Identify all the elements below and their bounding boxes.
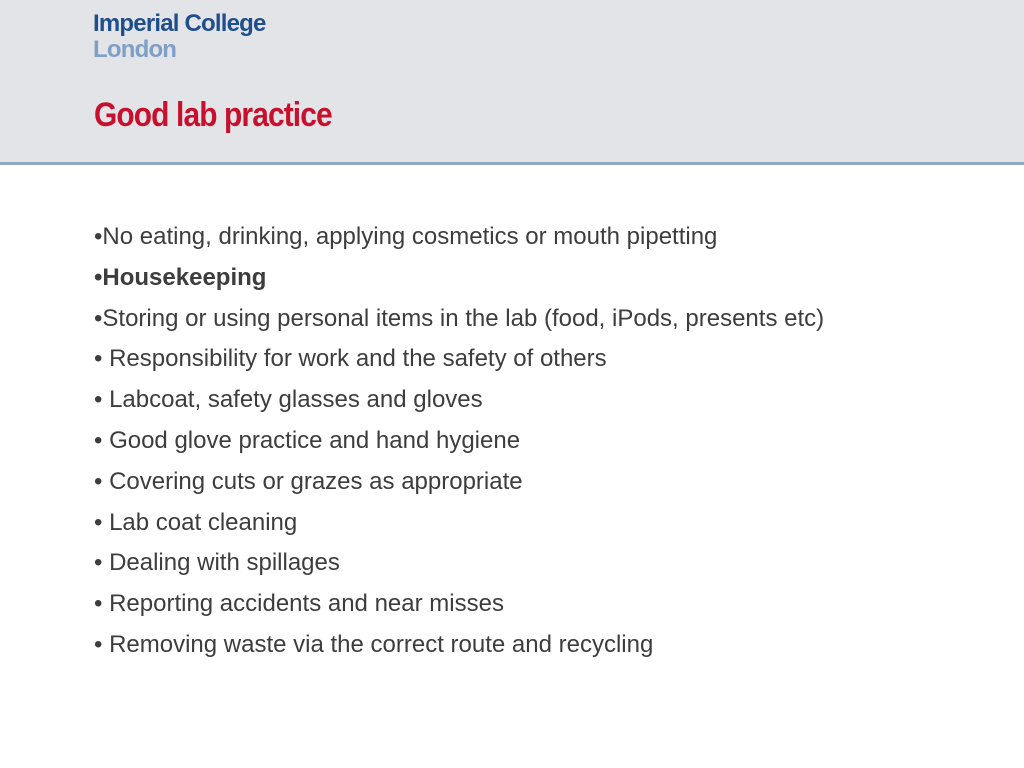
bullet-item: •Housekeeping — [94, 263, 267, 291]
bullet-item: •Storing or using personal items in the lab (food, iPods, presents etc) — [94, 304, 825, 332]
imperial-college-logo — [93, 10, 266, 62]
bullet-item: •No eating, drinking, applying cosmetics or mouth pipetting — [94, 223, 718, 250]
bullet-item: • Covering cuts or grazes as appropriate — [94, 467, 523, 495]
bullet-item: • Removing waste via the correct route and recycling — [94, 630, 654, 658]
logo-line-london: London — [93, 36, 177, 63]
logo-line-imperial-college: Imperial College — [93, 10, 266, 37]
bullet-item: • Responsibility for work and the safety of others — [94, 345, 607, 373]
bullet-item: • Good glove practice and hand hygiene — [94, 426, 521, 454]
bullet-list — [94, 220, 834, 669]
bullet-item: • Dealing with spillages — [94, 549, 340, 577]
header-divider — [0, 162, 1024, 165]
slide-title: Good lab practice — [94, 96, 332, 134]
bullet-item: • Labcoat, safety glasses and gloves — [94, 386, 483, 414]
bullet-item: • Lab coat cleaning — [94, 508, 298, 536]
bullet-item: • Reporting accidents and near misses — [94, 590, 504, 618]
